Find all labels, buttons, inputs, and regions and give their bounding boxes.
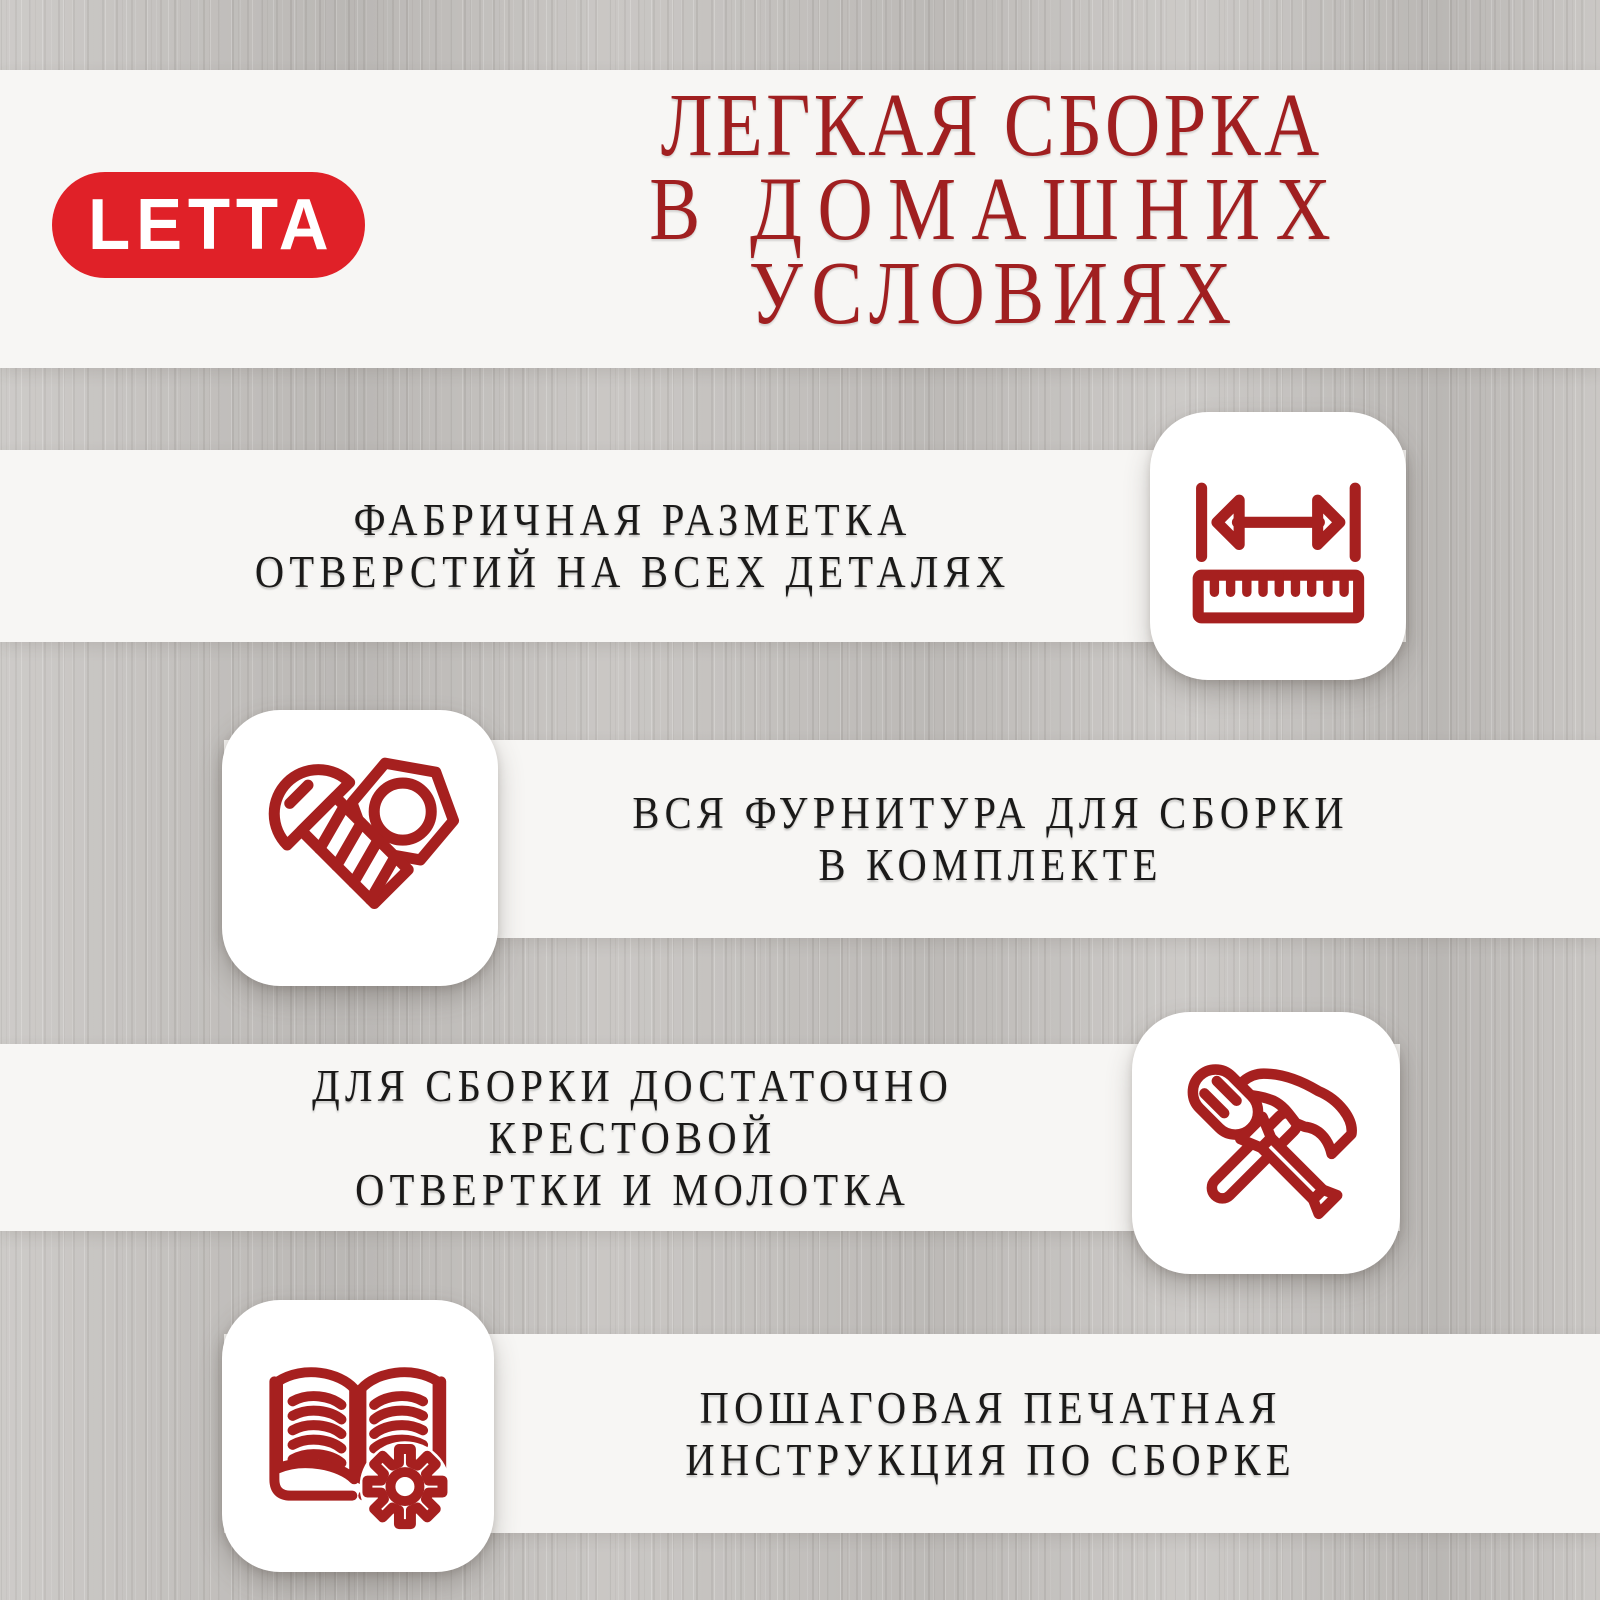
page-title — [540, 76, 1440, 343]
bolt-and-nut-icon — [250, 738, 471, 959]
ruler-measure-icon — [1176, 439, 1381, 653]
feature-4-line-2: ИНСТРУКЦИЯ ПО СБОРКЕ — [685, 1433, 1296, 1485]
header-strip — [0, 70, 1600, 368]
feature-1-line-1: ФАБРИЧНАЯ РАЗМЕТКА — [353, 494, 912, 545]
screwdriver-and-hammer-icon — [1159, 1038, 1373, 1248]
feature-3-line-2: КРЕСТОВОЙ — [488, 1111, 777, 1163]
title-line-1: ЛЕГКАЯ СБОРКА — [660, 76, 1323, 175]
feature-2-line-2: В КОМПЛЕКТЕ — [818, 839, 1163, 890]
letta-logo-text: LETTA — [88, 185, 335, 265]
feature-2-icon-tile — [222, 710, 498, 986]
title-line-2: В ДОМАШНИХ — [649, 160, 1347, 259]
feature-4-text — [500, 1382, 1476, 1486]
title-line-3: УСЛОВИЯХ — [748, 244, 1240, 343]
feature-1-text — [90, 494, 1170, 598]
feature-1-icon-tile — [1150, 412, 1406, 680]
letta-logo — [52, 172, 365, 278]
feature-3-line-3: ОТВЕРТКИ И МОЛОТКА — [355, 1163, 911, 1215]
feature-2-text — [500, 787, 1476, 891]
book-with-gear-icon — [249, 1327, 467, 1545]
feature-3-icon-tile — [1132, 1012, 1400, 1274]
feature-1-line-2: ОТВЕРСТИЙ НА ВСЕХ ДЕТАЛЯХ — [254, 546, 1011, 597]
feature-3-line-1: ДЛЯ СБОРКИ ДОСТАТОЧНО — [312, 1059, 954, 1111]
feature-3-text — [90, 1060, 1170, 1216]
feature-4-icon-tile — [222, 1300, 494, 1572]
feature-4-line-1: ПОШАГОВАЯ ПЕЧАТНАЯ — [699, 1381, 1282, 1433]
feature-2-line-1: ВСЯ ФУРНИТУРА ДЛЯ СБОРКИ — [632, 787, 1349, 838]
